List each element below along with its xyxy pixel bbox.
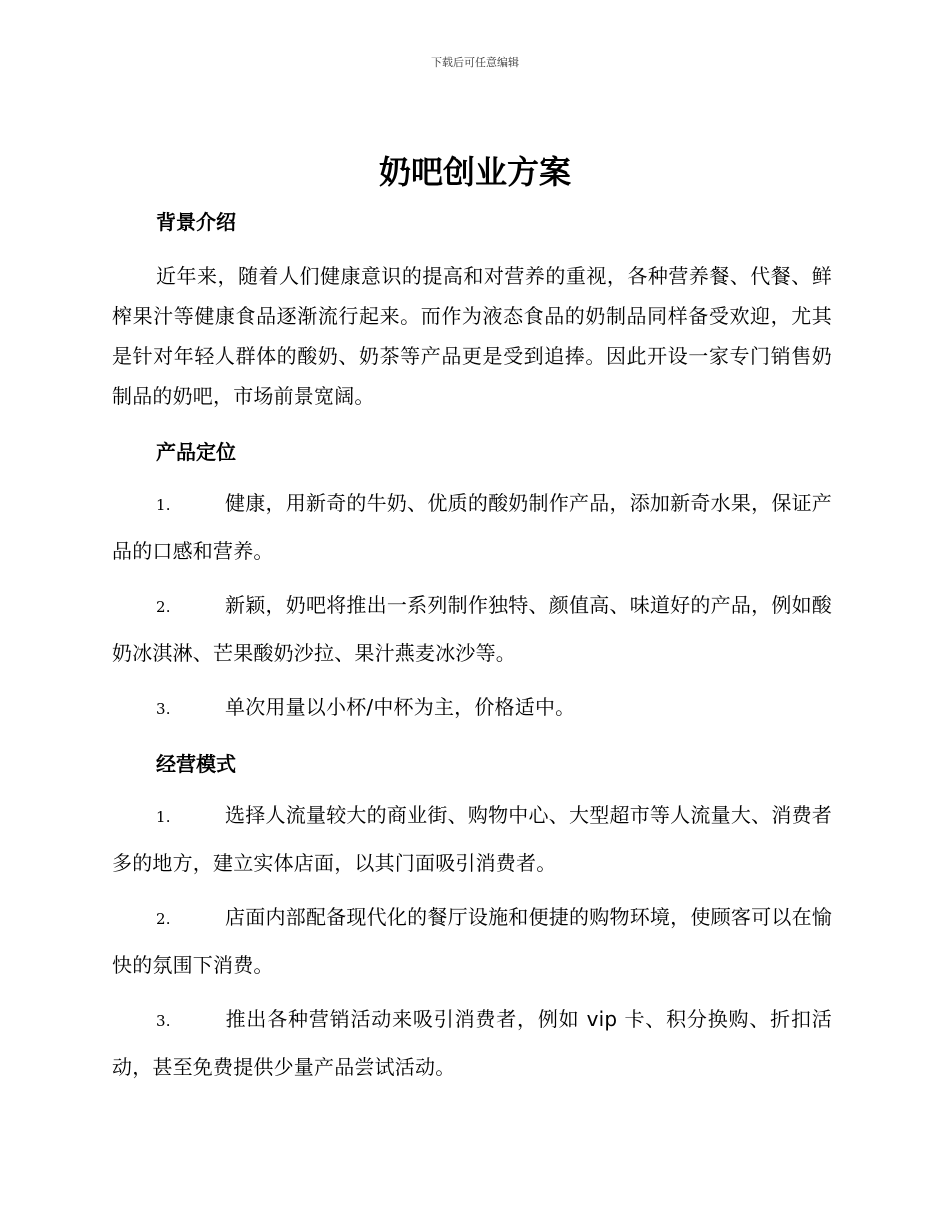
list-number: 1. — [156, 496, 171, 514]
list-number: 1. — [156, 808, 171, 826]
list-number: 3. — [156, 1012, 171, 1030]
section-paragraph: 近年来，随着人们健康意识的提高和对营养的重视，各种营养餐、代餐、鲜榨果汁等健康食品逐渐流行起来。而作为液态食品的奶制品同样备受欢迎，尤其是针对年轻人群体的酸奶、奶茶等产品更是受到追捧。因此开设一家专门销售奶制品的奶吧，市场前景宽阔。 — [112, 264, 832, 408]
list-number: 2. — [156, 910, 171, 928]
list-item — [112, 582, 832, 676]
list-item — [112, 894, 832, 988]
list-text: 店面内部配备现代化的餐厅设施和便捷的购物环境，使顾客可以在愉快的氛围下消费。 — [112, 905, 832, 977]
list-text: 新颖，奶吧将推出一系列制作独特、颜值高、味道好的产品，例如酸奶冰淇淋、芒果酸奶沙拉、果汁燕麦冰沙等。 — [112, 593, 832, 665]
document-title: 奶吧创业方案 — [378, 153, 571, 191]
list-text: 健康，用新奇的牛奶、优质的酸奶制作产品，添加新奇水果，保证产品的口感和营养。 — [112, 491, 832, 563]
list-item — [112, 996, 832, 1090]
list-text: 单次用量以小杯/中杯为主，价格适中。 — [225, 695, 576, 719]
list-item — [112, 480, 832, 574]
section-heading: 经营模式 — [156, 752, 236, 776]
list-item — [112, 792, 832, 886]
document-body — [112, 202, 832, 1096]
section-heading: 背景介绍 — [156, 210, 236, 234]
section-background — [112, 202, 832, 416]
list-text: 选择人流量较大的商业街、购物中心、大型超市等人流量大、消费者多的地方，建立实体店面，以其门面吸引消费者。 — [112, 803, 832, 875]
section-heading: 产品定位 — [156, 440, 236, 464]
list-number: 3. — [156, 700, 171, 718]
page-header: 下载后可任意编辑 — [431, 56, 519, 69]
section-product-positioning — [112, 432, 832, 732]
list-text: 推出各种营销活动来吸引消费者，例如 vip 卡、积分换购、折扣活动，甚至免费提供少量产品尝试活动。 — [112, 1007, 832, 1079]
list-item — [112, 684, 832, 732]
list-number: 2. — [156, 598, 171, 616]
section-business-model — [112, 744, 832, 1090]
